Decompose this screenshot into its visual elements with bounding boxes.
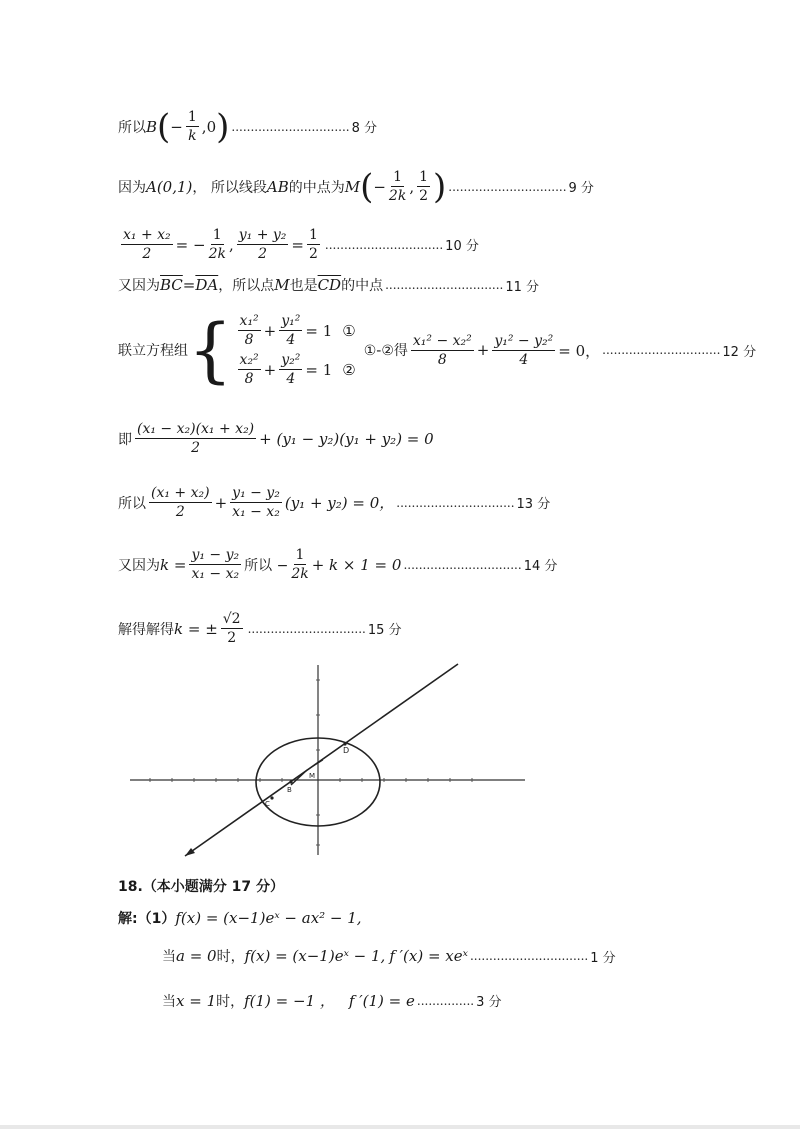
leader-dots: ............................... xyxy=(247,621,366,636)
leader-dots: ............................... xyxy=(602,343,721,357)
label-c: C xyxy=(265,800,270,808)
step-line-11 xyxy=(118,275,539,295)
equation-system xyxy=(235,312,356,388)
step-line-14 xyxy=(118,546,557,583)
text-shi: 时， xyxy=(216,993,245,1010)
leader-dots: ............... xyxy=(416,993,475,1008)
minus-sign: − xyxy=(170,117,183,136)
text-dang: 当 xyxy=(162,949,176,965)
function-case: f(x) = (x−1)eˣ − 1, xyxy=(244,947,386,965)
paren-open: ( xyxy=(360,166,374,207)
score-label: 1 分 xyxy=(590,950,616,966)
score-label: 11 分 xyxy=(505,279,540,295)
segment-bm xyxy=(291,770,307,785)
step-line-10 xyxy=(118,226,479,263)
condition-a: a = 0 xyxy=(176,947,217,965)
equals: = xyxy=(291,235,304,254)
text-yeshi: 也是 xyxy=(289,278,318,294)
expression-rest: (y₁ + y₂) = 0， xyxy=(284,494,395,512)
label-m: M xyxy=(309,772,316,780)
text-suoyi: 所以 xyxy=(118,119,146,136)
step-line-12 xyxy=(118,309,757,391)
score-label: 15 分 xyxy=(367,623,402,638)
paren-close: ) xyxy=(216,106,230,147)
score-label: 13 分 xyxy=(516,497,551,512)
equals-one: = 1 xyxy=(305,360,333,379)
equals-zero: = 0， xyxy=(558,341,601,360)
segment-ab: AB xyxy=(266,177,289,196)
score-label: 14 分 xyxy=(523,559,558,574)
text-subtract: ①-②得 xyxy=(363,343,408,359)
text-youyinwei: 又因为 xyxy=(118,278,160,294)
fraction: $\frac{\text{(x₁ − x₂)(x₁ + x₂)}}{2}$ xyxy=(137,421,255,456)
segment-cd: $\overline{CD}$ xyxy=(317,276,342,294)
function-value: f(1) = −1 ， xyxy=(244,992,335,1010)
text-ji: 即 xyxy=(118,431,132,448)
leader-dots: ............................... xyxy=(469,949,589,963)
function-def: f(x) = (x−1)eˣ − ax² − 1, xyxy=(175,909,362,927)
fraction: $\frac{1}{k}$ xyxy=(187,109,197,144)
coord-rest: ,0 xyxy=(201,117,217,136)
score-label: 9 分 xyxy=(568,181,594,196)
brace-left: { xyxy=(188,309,233,391)
plus-sign: + xyxy=(263,360,277,379)
expression-rest: + k × 1 = 0 xyxy=(311,555,402,574)
leader-dots: ............................... xyxy=(385,278,504,292)
equals-minus: = − xyxy=(175,235,206,254)
point-m: M xyxy=(274,276,290,294)
vector-da: $\overline{DA}$ xyxy=(195,276,219,294)
q18-header xyxy=(118,876,284,896)
fraction: $\frac{1}{2k}$ xyxy=(388,169,407,204)
q18-case-a0 xyxy=(162,946,616,966)
solution-label: 解:（1） xyxy=(118,911,176,927)
score-label: 3 分 xyxy=(476,995,502,1010)
fraction: $\frac{\text{x₁² − x₂²}}{8}$ xyxy=(412,332,472,368)
k-plus-minus: k = ± xyxy=(174,619,218,638)
expression-rest: + (y₁ − y₂)(y₁ + y₂) = 0 xyxy=(259,429,434,448)
line-l xyxy=(185,664,458,856)
point-a: A(0,1) xyxy=(146,177,193,196)
text-jiede: 解得解得 xyxy=(118,621,174,638)
step-line-8 xyxy=(118,108,377,145)
plus-sign: + xyxy=(263,321,277,340)
plus-sign: + xyxy=(214,493,228,512)
text-suoyi: 所以 − xyxy=(244,557,289,574)
k-equals: k = xyxy=(160,555,187,574)
vector-bc: $\overline{BC}$ xyxy=(160,276,183,294)
label-circle-1: ① xyxy=(342,321,356,340)
fraction: $\frac{\text{x₂²}}{8}$ xyxy=(239,352,259,387)
equals-one: = 1 xyxy=(305,321,333,340)
minus-sign: − xyxy=(373,177,386,196)
text-zhongdian: 的中点 xyxy=(341,278,384,294)
fraction: $\frac{\text{y₂²}}{4}$ xyxy=(281,352,301,387)
text-shi: 时， xyxy=(216,949,245,965)
question-header: 18.（本小题满分 17 分） xyxy=(118,879,285,895)
fraction: $\frac{\text{y₁²}}{4}$ xyxy=(281,313,301,348)
text-yinwei: 因为 xyxy=(118,179,146,196)
q18-solution xyxy=(118,908,362,928)
fraction: $\frac{1}{2}$ xyxy=(309,227,318,262)
plus-sign: + xyxy=(476,341,490,359)
step-line-9 xyxy=(118,168,594,205)
text-suoyidian: ，所以点 xyxy=(218,278,275,294)
fraction: $\frac{1}{2k}$ xyxy=(291,547,309,582)
segment-m-up xyxy=(307,760,323,770)
fraction: $\frac{\text{x₁ + x₂}}{2}$ xyxy=(123,227,171,262)
paren-close: ) xyxy=(433,166,447,207)
condition-x: x = 1 xyxy=(176,991,217,1010)
fraction: $\frac{1}{2}$ xyxy=(419,169,429,204)
fraction: $\frac{\text{(x₁ + x₂)}}{2}$ xyxy=(151,485,210,520)
leader-dots: ............................... xyxy=(403,557,522,572)
comma: , xyxy=(228,235,234,254)
text-suoyi: 所以 xyxy=(118,495,146,512)
label-circle-2: ② xyxy=(342,360,356,379)
score-label: 10 分 xyxy=(445,239,479,254)
point-c-dot xyxy=(270,796,273,799)
fraction: $\frac{\text{y₁ − y₂}}{\text{x₁ − x₂}}$ xyxy=(232,485,280,520)
point-b-dot xyxy=(289,780,292,783)
equals: = xyxy=(182,276,196,294)
point-b: B xyxy=(146,117,158,136)
score-label: 12 分 xyxy=(722,344,757,360)
fraction: $\frac{\text{y₁ − y₂}}{\text{x₁ − x₂}}$ xyxy=(191,547,240,582)
leader-dots: ............................... xyxy=(448,179,567,194)
text-dang: 当 xyxy=(162,993,176,1010)
fraction: $\frac{1}{2k}$ xyxy=(208,227,226,262)
text-zhongdian: 的中点为 xyxy=(288,179,345,196)
text-lianli: 联立方程组 xyxy=(118,343,188,359)
leader-dots: ............................... xyxy=(396,495,515,510)
fraction: $\frac{\text{y₁² − y₂²}}{4}$ xyxy=(494,332,554,368)
score-label: 8 分 xyxy=(351,121,378,136)
label-d: D xyxy=(343,746,350,755)
text-suoyi-xianduan: ， 所以线段 xyxy=(192,179,267,196)
derivative-case: f ′(x) = xeˣ xyxy=(389,947,468,965)
step-line-13 xyxy=(118,484,550,521)
label-b: B xyxy=(287,786,292,794)
step-line-15 xyxy=(118,610,402,647)
text-youyinwei: 又因为 xyxy=(118,557,160,574)
ellipse-figure xyxy=(125,660,535,865)
fraction: $\frac{\text{y₁ + y₂}}{2}$ xyxy=(238,227,287,262)
leader-dots: ............................... xyxy=(324,237,444,252)
fraction: $\frac{√2}{2}$ xyxy=(222,611,241,646)
derivative-value: f ′(1) = e xyxy=(348,991,415,1010)
fraction: $\frac{\text{x₁²}}{8}$ xyxy=(239,313,259,348)
point-m: M xyxy=(344,177,361,196)
step-line-ji xyxy=(118,420,434,457)
scan-edge xyxy=(0,1125,800,1129)
paren-open: ( xyxy=(157,106,171,147)
comma: , xyxy=(409,177,415,196)
q18-case-x1 xyxy=(162,990,502,1011)
leader-dots: ............................... xyxy=(231,119,350,134)
